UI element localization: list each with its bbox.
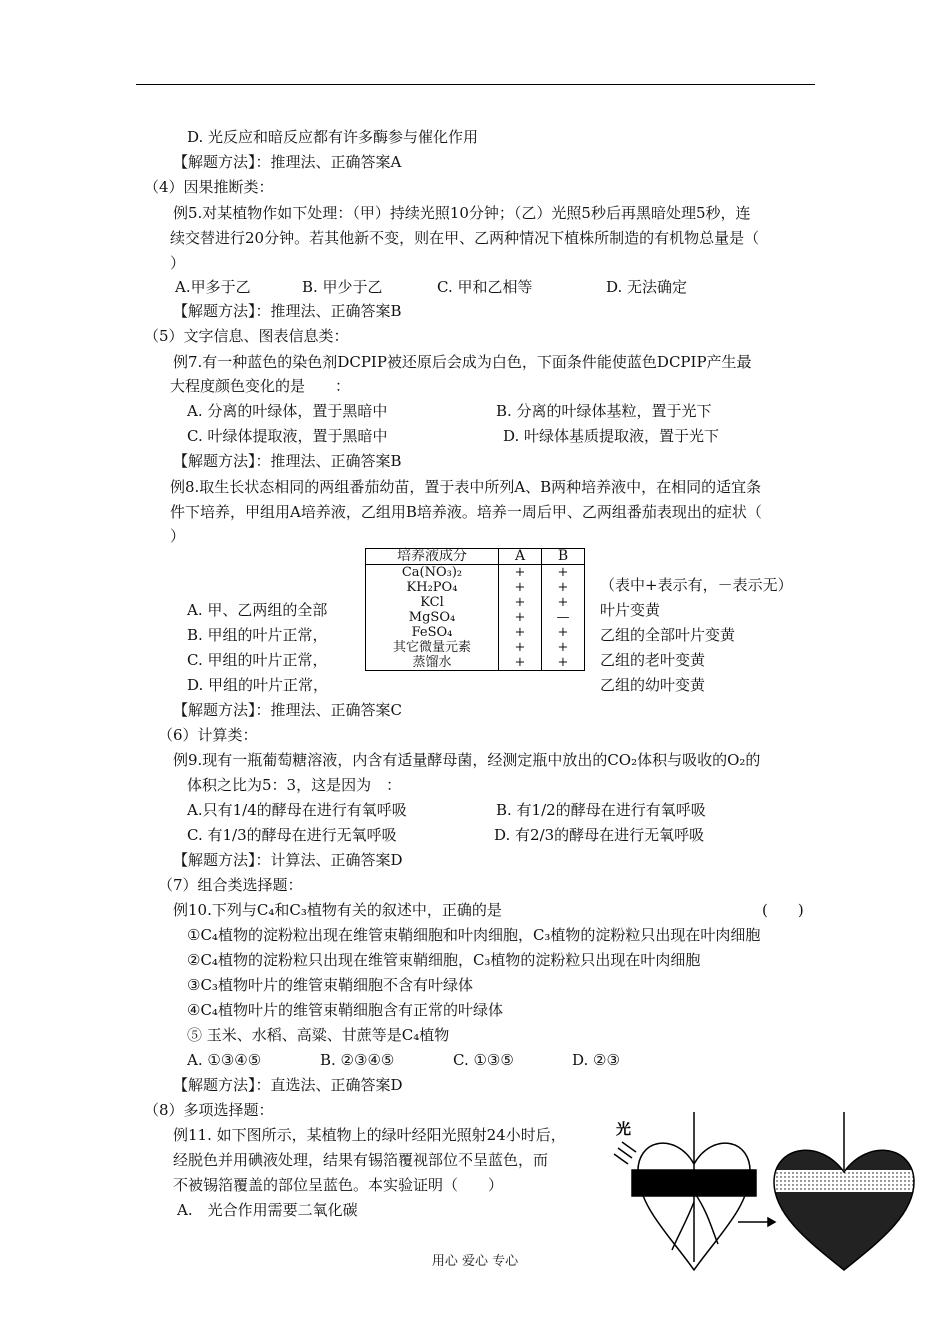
question-text: 体积之比为5：3，这是因为 ： xyxy=(187,776,402,794)
section-heading-5: （5）文字信息、图表信息类： xyxy=(144,327,349,345)
table-row xyxy=(366,625,585,640)
table-header-cell: 培养液成分 xyxy=(366,549,499,565)
table-row xyxy=(366,580,585,595)
question-text: 经脱色并用碘液处理，结果有锡箔覆视部位不呈蓝色，而 xyxy=(173,1151,549,1169)
table-cell: Ca(NO₃)₂ xyxy=(366,565,499,581)
statement-1: ①C₄植物的淀粉粒出现在维管束鞘细胞和叶肉细胞，C₃植物的淀粉粒只出现在叶肉细胞 xyxy=(187,926,761,944)
question-text: ） xyxy=(170,254,186,272)
option-b: B. ②③④⑤ xyxy=(320,1051,395,1069)
question-text: ） xyxy=(170,527,186,545)
table-cell: + xyxy=(499,580,542,595)
table-note: （表中+表示有，－表示无） xyxy=(600,576,793,594)
nutrient-table xyxy=(365,548,585,671)
table-row xyxy=(366,640,585,655)
option-b: B. 甲组的叶片正常， xyxy=(187,626,328,644)
option-d: D. 叶绿体基质提取液，置于光下 xyxy=(503,427,720,445)
statement-3: ③C₃植物叶片的维管束鞘细胞不含有叶绿体 xyxy=(187,976,473,994)
question-text: 续交替进行20分钟。若其他新不变，则在甲、乙两种情况下植株所制造的有机物总量是（ xyxy=(170,229,760,247)
section-heading-6: （6）计算类： xyxy=(158,726,258,744)
option-a: A. 分离的叶绿体，置于黑暗中 xyxy=(187,402,388,420)
option-b: B. 分离的叶绿体基粒，置于光下 xyxy=(496,402,712,420)
question-text: 例5.对某植物作如下处理：（甲）持续光照10分钟；（乙）光照5秒后再黑暗处理5秒，连 xyxy=(173,204,751,222)
solution-method: 【解题方法】：直选法、正确答案D xyxy=(173,1076,403,1094)
leaf-stained-icon xyxy=(772,1112,918,1272)
table-row xyxy=(366,565,585,581)
table-cell: 其它微量元素 xyxy=(366,640,499,655)
option-c: C. 甲和乙相等 xyxy=(437,278,533,296)
option-a: A.甲多于乙 xyxy=(175,278,251,296)
table-header-row xyxy=(366,549,585,565)
option-c: C. 叶绿体提取液，置于黑暗中 xyxy=(187,427,388,445)
solution-method: 【解题方法】：推理法、正确答案B xyxy=(173,452,402,470)
table-row xyxy=(366,655,585,671)
option-a: A. 甲、乙两组的全部 xyxy=(187,601,328,619)
table-row xyxy=(366,610,585,625)
option-d: D. 甲组的叶片正常， xyxy=(187,676,329,694)
light-arrows-icon xyxy=(614,1142,636,1164)
table-cell: + xyxy=(542,625,585,640)
option-a: A. ①③④⑤ xyxy=(187,1051,262,1069)
page-footer: 用心 爱心 专心 xyxy=(431,1254,519,1269)
statement-4: ④C₄植物叶片的维管束鞘细胞含有正常的叶绿体 xyxy=(187,1001,503,1019)
option-d: D. 有2/3的酵母在进行无氧呼吸 xyxy=(494,826,705,844)
option-b: B. 甲少于乙 xyxy=(302,278,383,296)
table-cell: + xyxy=(542,655,585,671)
option-c: C. ①③⑤ xyxy=(453,1051,514,1069)
leaf-experiment-figure xyxy=(612,1112,942,1272)
answer-blank: ( ) xyxy=(762,901,804,919)
option-a: A. 光合作用需要二氧化碳 xyxy=(177,1201,358,1219)
table-cell: FeSO₄ xyxy=(366,625,499,640)
option-d: D. ②③ xyxy=(572,1051,620,1069)
question-text: 件下培养，甲组用A培养液，乙组用B培养液。培养一周后甲、乙两组番茄表现出的症状（ xyxy=(170,503,762,521)
table-cell: + xyxy=(499,640,542,655)
question-text: 例10.下列与C₄和C₃植物有关的叙述中，正确的是 xyxy=(173,901,502,919)
question-text: 例11. 如下图所示，某植物上的绿叶经阳光照射24小时后， xyxy=(173,1126,566,1144)
table-cell: + xyxy=(499,565,542,581)
solution-method: 【解题方法】：推理法、正确答案A xyxy=(173,153,402,171)
table-row xyxy=(366,595,585,610)
table-cell: MgSO₄ xyxy=(366,610,499,625)
solution-method: 【解题方法】：推理法、正确答案C xyxy=(173,701,402,719)
table-cell: + xyxy=(499,625,542,640)
section-heading-8: （8）多项选择题： xyxy=(144,1101,274,1119)
table-header-cell: B xyxy=(542,549,585,565)
question-text: 例7.有一种蓝色的染色剂DCPIP被还原后会成为白色，下面条件能使蓝色DCPIP产生最 xyxy=(173,353,752,371)
table-cell: + xyxy=(542,595,585,610)
solution-method: 【解题方法】：计算法、正确答案D xyxy=(173,851,403,869)
table-cell: + xyxy=(542,640,585,655)
table-cell: KH₂PO₄ xyxy=(366,580,499,595)
option-c-cont: 乙组的老叶变黄 xyxy=(600,651,706,669)
option-a-cont: 叶片变黄 xyxy=(600,601,661,619)
statement-2: ②C₄植物的淀粉粒只出现在维管束鞘细胞，C₃植物的淀粉粒只出现在叶肉细胞 xyxy=(187,951,701,969)
option-d: D. 无法确定 xyxy=(606,278,688,296)
option-c: C. 甲组的叶片正常， xyxy=(187,651,328,669)
table-cell: + xyxy=(542,580,585,595)
section-heading-7: （7）组合类选择题： xyxy=(158,876,303,894)
option-a: A.只有1/4的酵母在进行有氧呼吸 xyxy=(187,801,407,819)
table-cell: + xyxy=(499,595,542,610)
question-text: 不被锡箔覆盖的部位呈蓝色。本实验证明（ ） xyxy=(173,1176,504,1194)
header-rule xyxy=(136,84,815,85)
question-text: 例8.取生长状态相同的两组番茄幼苗，置于表中所列A、B两种培养液中，在相同的适宜条 xyxy=(170,478,762,496)
option-c: C. 有1/3的酵母在进行无氧呼吸 xyxy=(187,826,397,844)
leaf-covered-icon xyxy=(632,1112,756,1270)
solution-method: 【解题方法】：推理法、正确答案B xyxy=(173,302,402,320)
option-d-line: D. 光反应和暗反应都有许多酶参与催化作用 xyxy=(187,128,479,146)
option-b: B. 有1/2的酵母在进行有氧呼吸 xyxy=(496,801,706,819)
table-cell: — xyxy=(542,610,585,625)
light-label: 光 xyxy=(616,1120,632,1138)
table-cell: KCl xyxy=(366,595,499,610)
table-cell: + xyxy=(499,610,542,625)
arrow-icon xyxy=(738,1218,775,1226)
question-text: 例9.现有一瓶葡萄糖溶液，内含有适量酵母菌，经测定瓶中放出的CO₂体积与吸收的O₂的 xyxy=(173,751,761,769)
table-cell: + xyxy=(542,565,585,581)
statement-5: ⑤ 玉米、水稻、高粱、甘蔗等是C₄植物 xyxy=(187,1026,450,1044)
option-b-cont: 乙组的全部叶片变黄 xyxy=(600,626,736,644)
table-header-cell: A xyxy=(499,549,542,565)
section-heading-4: （4）因果推断类： xyxy=(144,178,274,196)
table-cell: + xyxy=(499,655,542,671)
table-cell: 蒸馏水 xyxy=(366,655,499,671)
option-d-cont: 乙组的幼叶变黄 xyxy=(600,676,706,694)
question-text: 大程度颜色变化的是 ： xyxy=(170,377,351,395)
